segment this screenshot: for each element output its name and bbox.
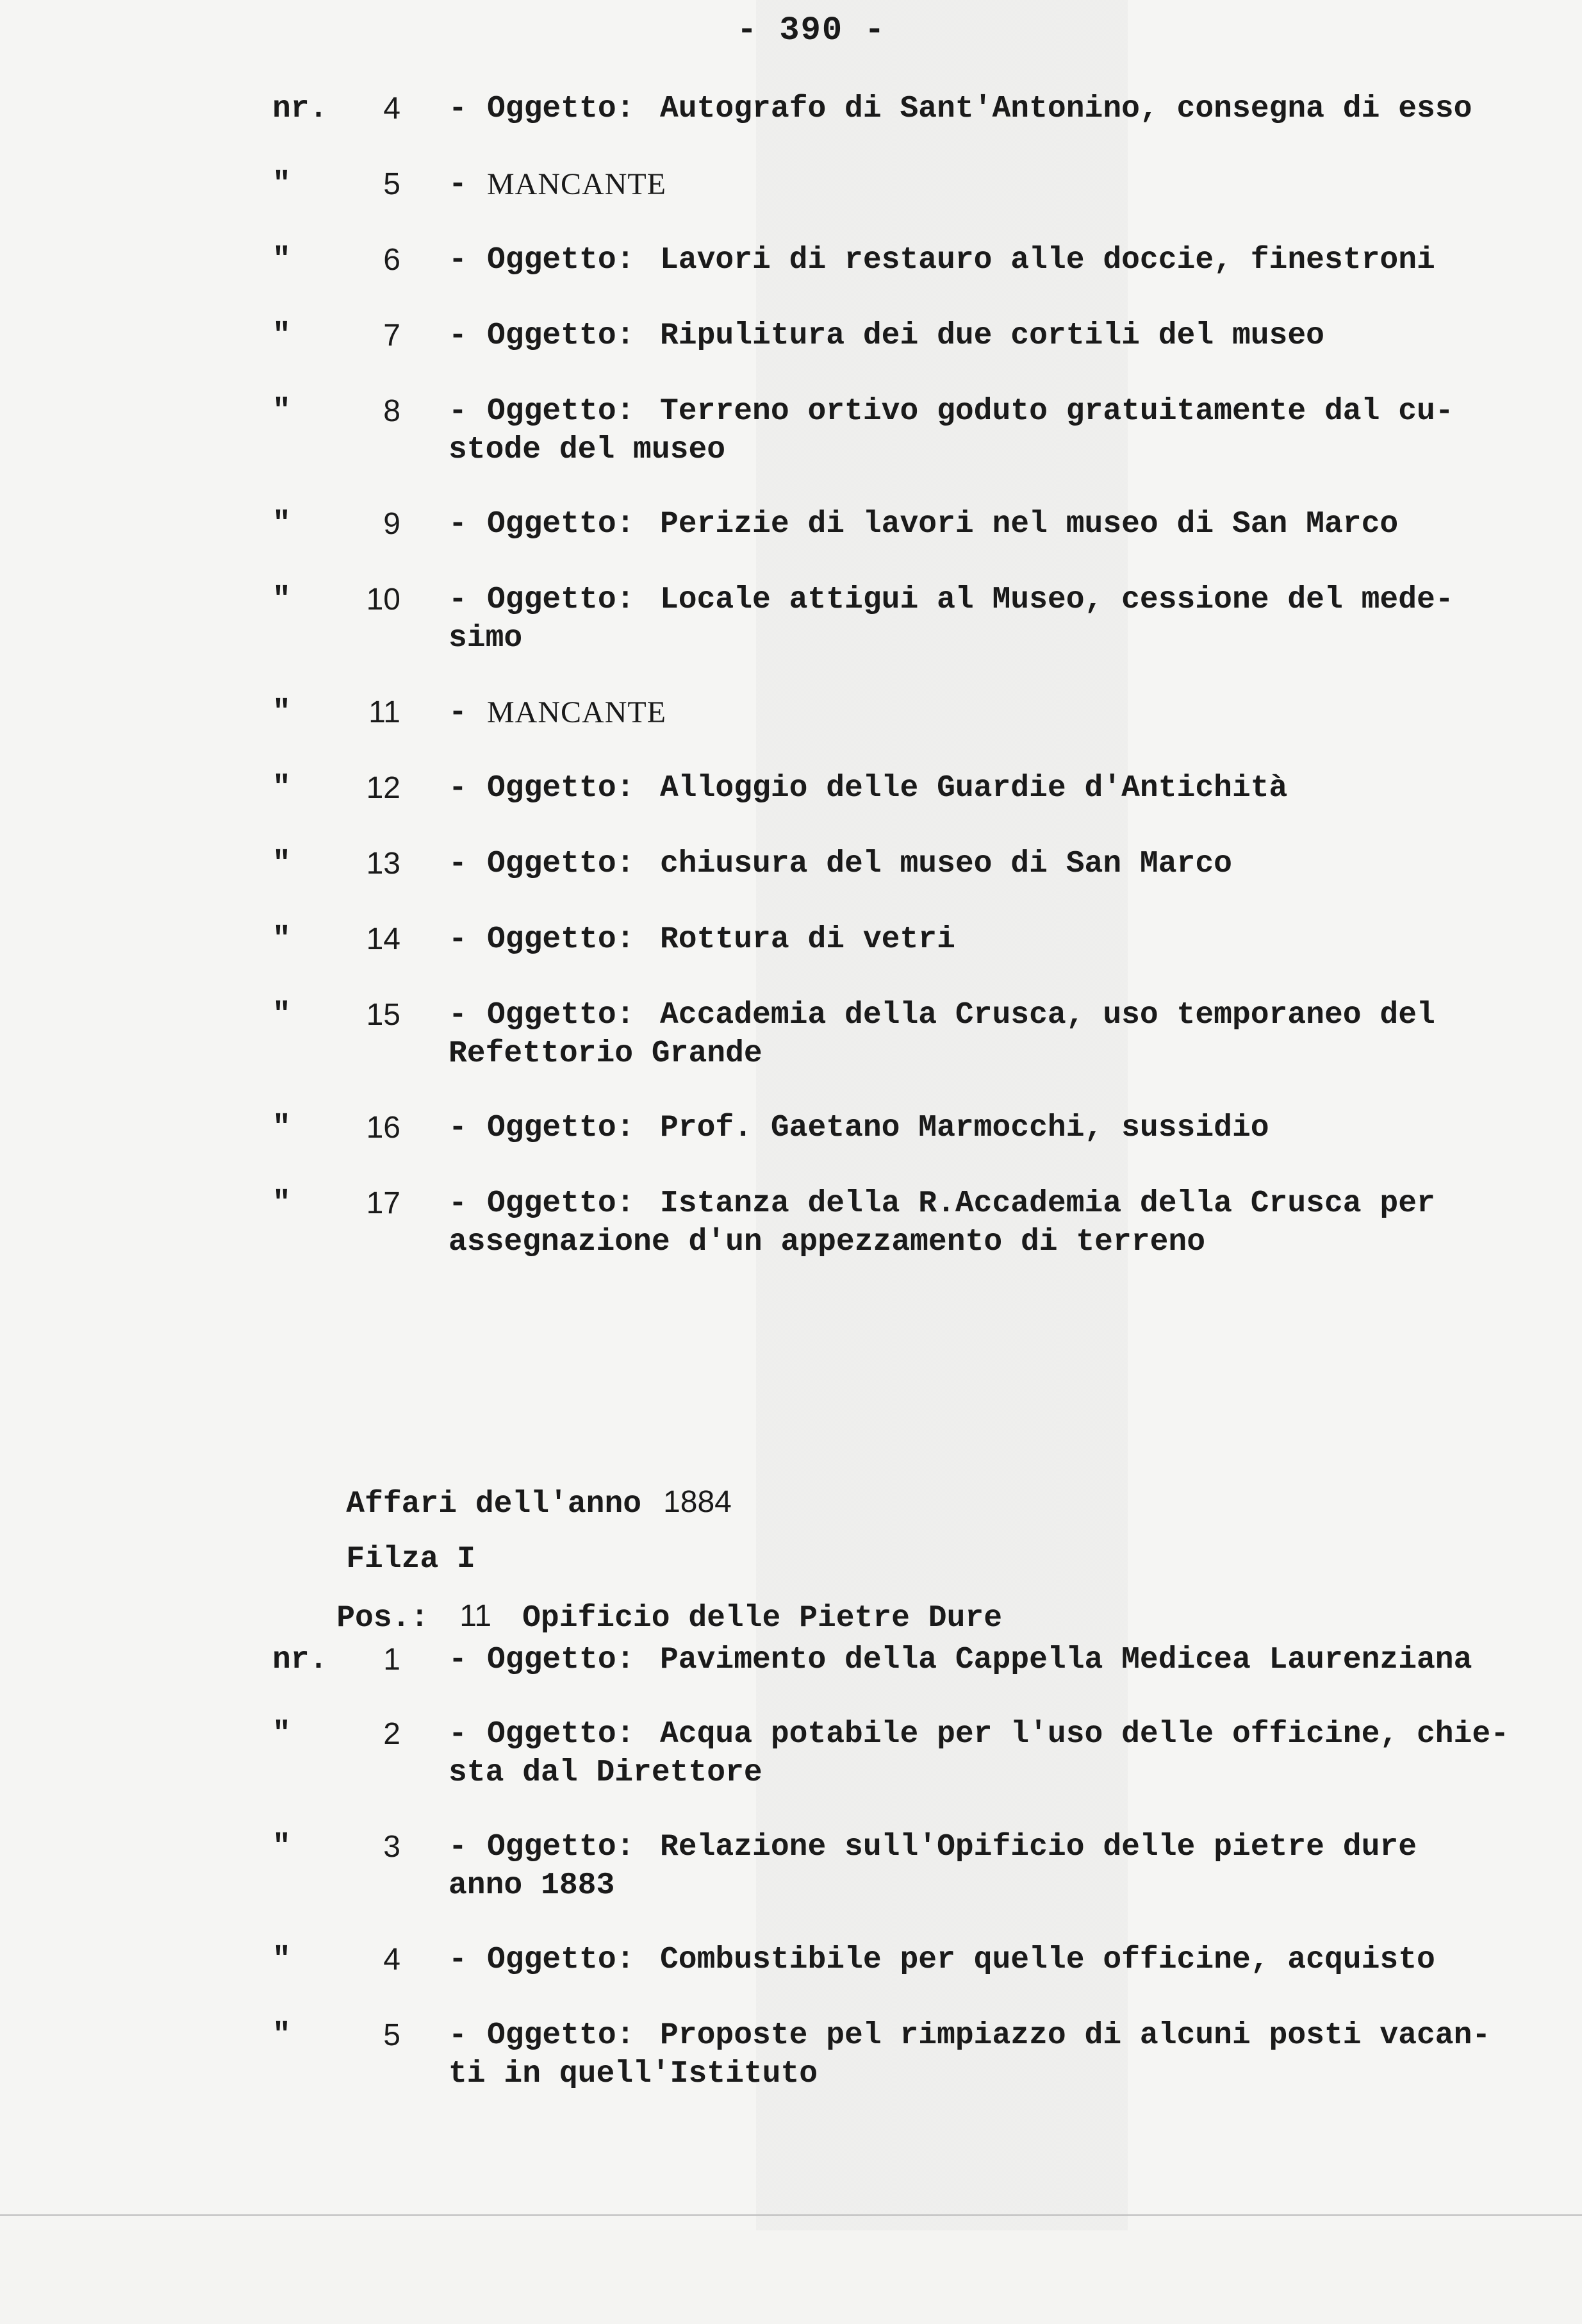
item-number: 5 <box>383 2018 400 2052</box>
item-label: Oggetto: <box>487 394 635 429</box>
item-label: Oggetto: <box>487 771 635 806</box>
item-subject: Istanza della R.Accademia della Crusca per <box>660 1186 1435 1221</box>
item-number: 4 <box>383 1943 400 1977</box>
item-subject-continuation: anno 1883 <box>449 1868 615 1903</box>
item-subject: Accademia della Crusca, uso temporaneo del <box>660 998 1435 1033</box>
item-label: Oggetto: <box>487 922 635 957</box>
item-label: Oggetto: <box>487 847 635 881</box>
filza-text: Filza I <box>346 1542 475 1577</box>
item-dash: - <box>449 1717 467 1752</box>
item-prefix: " <box>272 1717 291 1752</box>
item-dash: - <box>449 507 467 542</box>
item-dash: - <box>449 1943 467 1977</box>
item-prefix: " <box>272 167 291 202</box>
item-dash: - <box>449 243 467 278</box>
item-dash: - <box>449 1643 467 1677</box>
item-dash: - <box>449 167 467 202</box>
item-dash: - <box>449 695 467 730</box>
item-subject: Rottura di vetri <box>660 922 955 957</box>
pos-number: 11 <box>459 1599 492 1633</box>
item-subject: Pavimento della Cappella Medicea Laurenziana <box>660 1643 1472 1677</box>
item-subject: Combustibile per quelle officine, acquisto <box>660 1943 1435 1977</box>
item-subject-continuation: simo <box>449 621 523 656</box>
item-number: 3 <box>383 1830 400 1864</box>
item-number: 6 <box>383 243 400 277</box>
item-dash: - <box>449 847 467 881</box>
list-item <box>0 1184 1435 1492</box>
list-item <box>0 2016 1491 2324</box>
item-subject: Prof. Gaetano Marmocchi, sussidio <box>660 1111 1269 1145</box>
item-label: Oggetto: <box>487 507 635 542</box>
item-prefix: " <box>272 695 291 730</box>
item-prefix: " <box>272 998 291 1033</box>
item-label: Oggetto: <box>487 1830 635 1864</box>
item-label: Oggetto: <box>487 319 635 353</box>
item-subject: Locale attigui al Museo, cessione del mede- <box>660 583 1454 617</box>
item-subject: Alloggio delle Guardie d'Antichità <box>660 771 1288 806</box>
item-dash: - <box>449 1830 467 1864</box>
item-label: Oggetto: <box>487 92 635 126</box>
item-number: 8 <box>383 394 400 428</box>
item-number: 1 <box>383 1643 400 1677</box>
item-prefix: " <box>272 771 291 806</box>
item-label: Oggetto: <box>487 243 635 278</box>
item-subject-continuation: Refettorio Grande <box>449 1036 762 1071</box>
item-dash: - <box>449 92 467 126</box>
item-subject: Terreno ortivo goduto gratuitamente dal cu- <box>660 394 1454 429</box>
item-label: Oggetto: <box>487 998 635 1033</box>
item-subject: Relazione sull'Opificio delle pietre dure <box>660 1830 1417 1864</box>
item-number: 10 <box>366 583 400 617</box>
item-number: 9 <box>383 507 400 541</box>
item-subject-continuation: sta dal Direttore <box>449 1755 762 1790</box>
item-prefix: " <box>272 583 291 617</box>
page-bottom-edge <box>0 2214 1582 2216</box>
item-number: 13 <box>366 847 400 881</box>
item-label: Oggetto: <box>487 1717 635 1752</box>
item-label: Oggetto: <box>487 1111 635 1145</box>
item-dash: - <box>449 1186 467 1221</box>
item-dash: - <box>449 394 467 429</box>
item-dash: - <box>449 319 467 353</box>
item-number: 4 <box>383 92 400 126</box>
item-subject: Autografo di Sant'Antonino, consegna di esso <box>660 92 1472 126</box>
item-missing: MANCANTE <box>487 695 666 729</box>
item-dash: - <box>449 771 467 806</box>
item-number: 17 <box>366 1186 400 1220</box>
item-number: 16 <box>366 1111 400 1145</box>
item-prefix: " <box>272 243 291 278</box>
item-subject: Proposte pel rimpiazzo di alcuni posti vacan- <box>660 2018 1491 2053</box>
item-number: 2 <box>383 1717 400 1751</box>
item-number: 7 <box>383 319 400 353</box>
item-prefix: " <box>272 507 291 542</box>
pos-text: Opificio delle Pietre Dure <box>522 1601 1002 1636</box>
item-label: Oggetto: <box>487 2018 635 2053</box>
item-label: Oggetto: <box>487 1643 635 1677</box>
item-subject-continuation: stode del museo <box>449 433 726 467</box>
item-dash: - <box>449 2018 467 2053</box>
item-label: Oggetto: <box>487 1943 635 1977</box>
heading-text: Affari dell'anno <box>346 1487 642 1522</box>
item-prefix: " <box>272 1943 291 1977</box>
item-subject: Perizie di lavori nel museo di San Marco <box>660 507 1399 542</box>
item-dash: - <box>449 1111 467 1145</box>
item-prefix: " <box>272 1111 291 1145</box>
pos-label: Pos.: <box>336 1601 429 1636</box>
item-subject-continuation: ti in quell'Istituto <box>449 2057 818 2091</box>
item-subject: Acqua potabile per l'uso delle officine, chie- <box>660 1717 1510 1752</box>
item-number: 12 <box>366 771 400 805</box>
item-subject: chiusura del museo di San Marco <box>660 847 1232 881</box>
item-missing: MANCANTE <box>487 167 666 201</box>
item-subject: Lavori di restauro alle doccie, finestroni <box>660 243 1435 278</box>
item-label: Oggetto: <box>487 1186 635 1221</box>
page-number: - 390 - <box>737 12 886 49</box>
item-dash: - <box>449 922 467 957</box>
item-prefix: " <box>272 394 291 429</box>
item-number: 5 <box>383 167 400 201</box>
item-number: 11 <box>368 695 400 729</box>
item-prefix: " <box>272 922 291 957</box>
item-prefix: " <box>272 319 291 353</box>
item-label: Oggetto: <box>487 583 635 617</box>
item-prefix: " <box>272 847 291 881</box>
item-prefix: " <box>272 1830 291 1864</box>
item-subject: Ripulitura dei due cortili del museo <box>660 319 1324 353</box>
item-number: 15 <box>366 998 400 1032</box>
item-number: 14 <box>366 922 400 956</box>
item-dash: - <box>449 998 467 1033</box>
item-subject-continuation: assegnazione d'un appezzamento di terreno <box>449 1225 1205 1259</box>
item-dash: - <box>449 583 467 617</box>
item-prefix: " <box>272 1186 291 1221</box>
item-prefix: nr. <box>272 92 328 126</box>
item-prefix: " <box>272 2018 291 2053</box>
item-prefix: nr. <box>272 1643 328 1677</box>
heading-year: 1884 <box>663 1485 732 1519</box>
